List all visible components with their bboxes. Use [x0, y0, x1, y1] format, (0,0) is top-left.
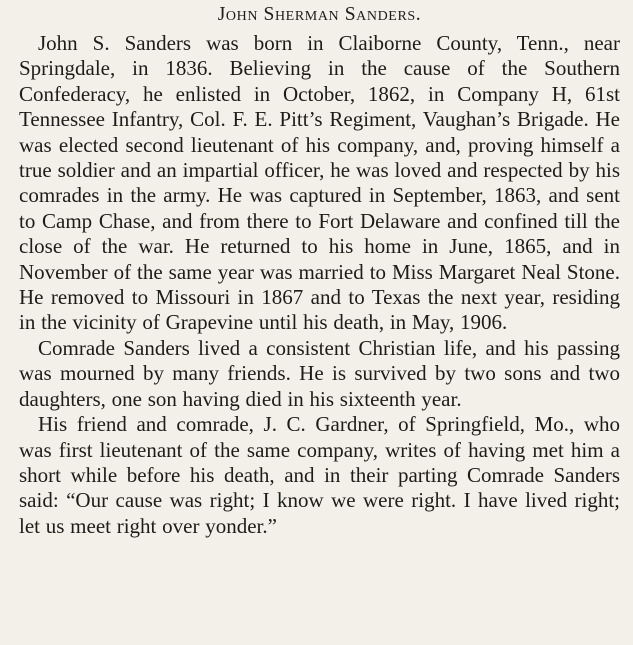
paragraph-gardner-quote: His friend and comrade, J. C. Gardner, of Springfield, Mo., who was first lieutenant of the same company, writes of having met him a short while before his death, and in their parting Comrade Sanders said: “Our cause was right; I know we were right. I have lived right; let us meet right over yonder.” [19, 412, 620, 538]
paragraph-biography: John S. Sanders was born in Claiborne County, Tenn., near Springdale, in 1836. Believing in the cause of the Southern Confederacy, he enlisted in October, 1862, in Company H, 61st Tennessee Infantry, Col. F. E. Pitt’s Regiment, Vaughan’s Brigade. He was elected second lieutenant of his company, and, proving himself a true soldier and an impartial officer, he was loved and respected by his comrades in the army. He was captured in September, 1863, and sent to Camp Chase, and from there to Fort Delaware and confined till the close of the war. He returned to his home in June, 1865, and in November of the same year was married to Miss Margaret Neal Stone. He removed to Missouri in 1867 and to Texas the next year, residing in the vicinity of Grapevine until his death, in May, 1906. [19, 31, 620, 335]
paragraph-christian-life: Comrade Sanders lived a consistent Christian life, and his passing was mourned by many friends. He is survived by two sons and two daughters, one son having died in his sixteenth year. [19, 335, 620, 411]
article-title: John Sherman Sanders. [217, 4, 422, 25]
